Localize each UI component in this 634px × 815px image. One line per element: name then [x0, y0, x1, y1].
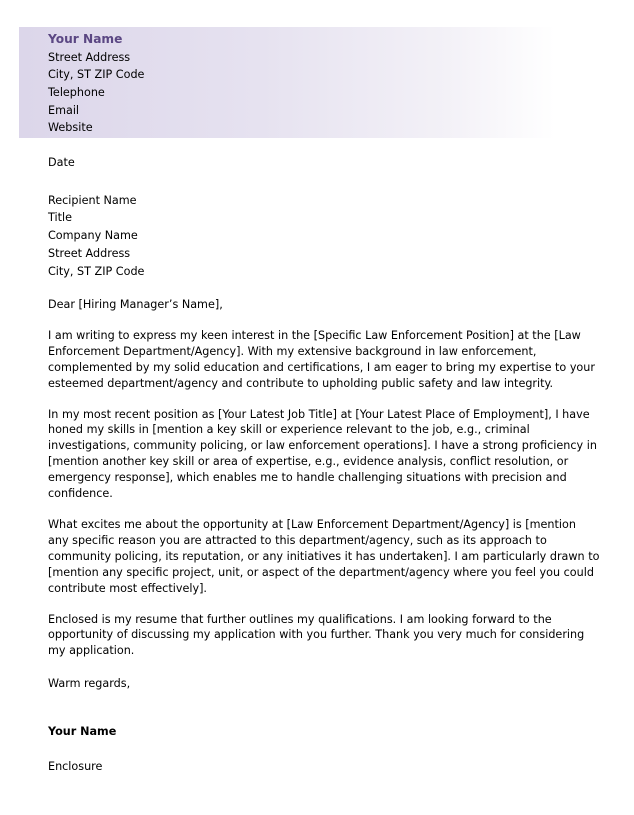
- body-paragraph-3: What excites me about the opportunity at [Law Enforcement Department/Agency] is [mention any specific reason you are attracted to this department/agency, such as its approach to community policing, its reputation, or any initiatives it has undertaken]. I am particularly drawn to [mention any specific project, unit, or aspect of the department/agency where you feel you could contribute most effectively].: [48, 518, 600, 595]
- closing: Warm regards,: [48, 677, 131, 691]
- enclosure-note: Enclosure: [48, 759, 103, 773]
- recipient-block: [48, 192, 600, 281]
- sender-block: [48, 31, 600, 137]
- cover-letter: [48, 31, 600, 775]
- recipient-city: City, ST ZIP Code: [48, 264, 145, 278]
- letter-date: Date: [48, 156, 75, 170]
- recipient-title: Title: [48, 211, 72, 225]
- sender-telephone: Telephone: [48, 85, 105, 99]
- body-paragraph-2: In my most recent position as [Your Latest Job Title] at [Your Latest Place of Employment], I have honed my skills in [mention a key skill or experience relevant to the job, e.g., criminal investigations, community policing, or law enforcement operations]. I have a strong proficiency in [mention another key skill or area of expertise, e.g., evidence analysis, conflict resolution, or emergency response], which enables me to handle challenging situations with precision and confidence.: [48, 407, 597, 501]
- sender-street: Street Address: [48, 50, 131, 64]
- recipient-company: Company Name: [48, 229, 138, 243]
- sender-email: Email: [48, 103, 80, 117]
- recipient-name: Recipient Name: [48, 193, 137, 207]
- recipient-street: Street Address: [48, 246, 131, 260]
- signature-name: Your Name: [48, 724, 117, 738]
- body-paragraph-4: Enclosed is my resume that further outlines my qualifications. I am looking forward to the opportunity of discussing my application with you further. Thank you very much for considering my application.: [48, 612, 585, 658]
- sender-city: City, ST ZIP Code: [48, 68, 145, 82]
- sender-name: Your Name: [48, 32, 123, 46]
- sender-website: Website: [48, 121, 93, 135]
- salutation: Dear [Hiring Manager’s Name],: [48, 298, 223, 312]
- body-paragraph-1: I am writing to express my keen interest in the [Specific Law Enforcement Position] at the [Law Enforcement Department/Agency]. With my extensive background in law enforcement, complemented by my solid education and certifications, I am eager to bring my expertise to your esteemed department/agency and contribute to upholding public safety and law integrity.: [48, 328, 595, 390]
